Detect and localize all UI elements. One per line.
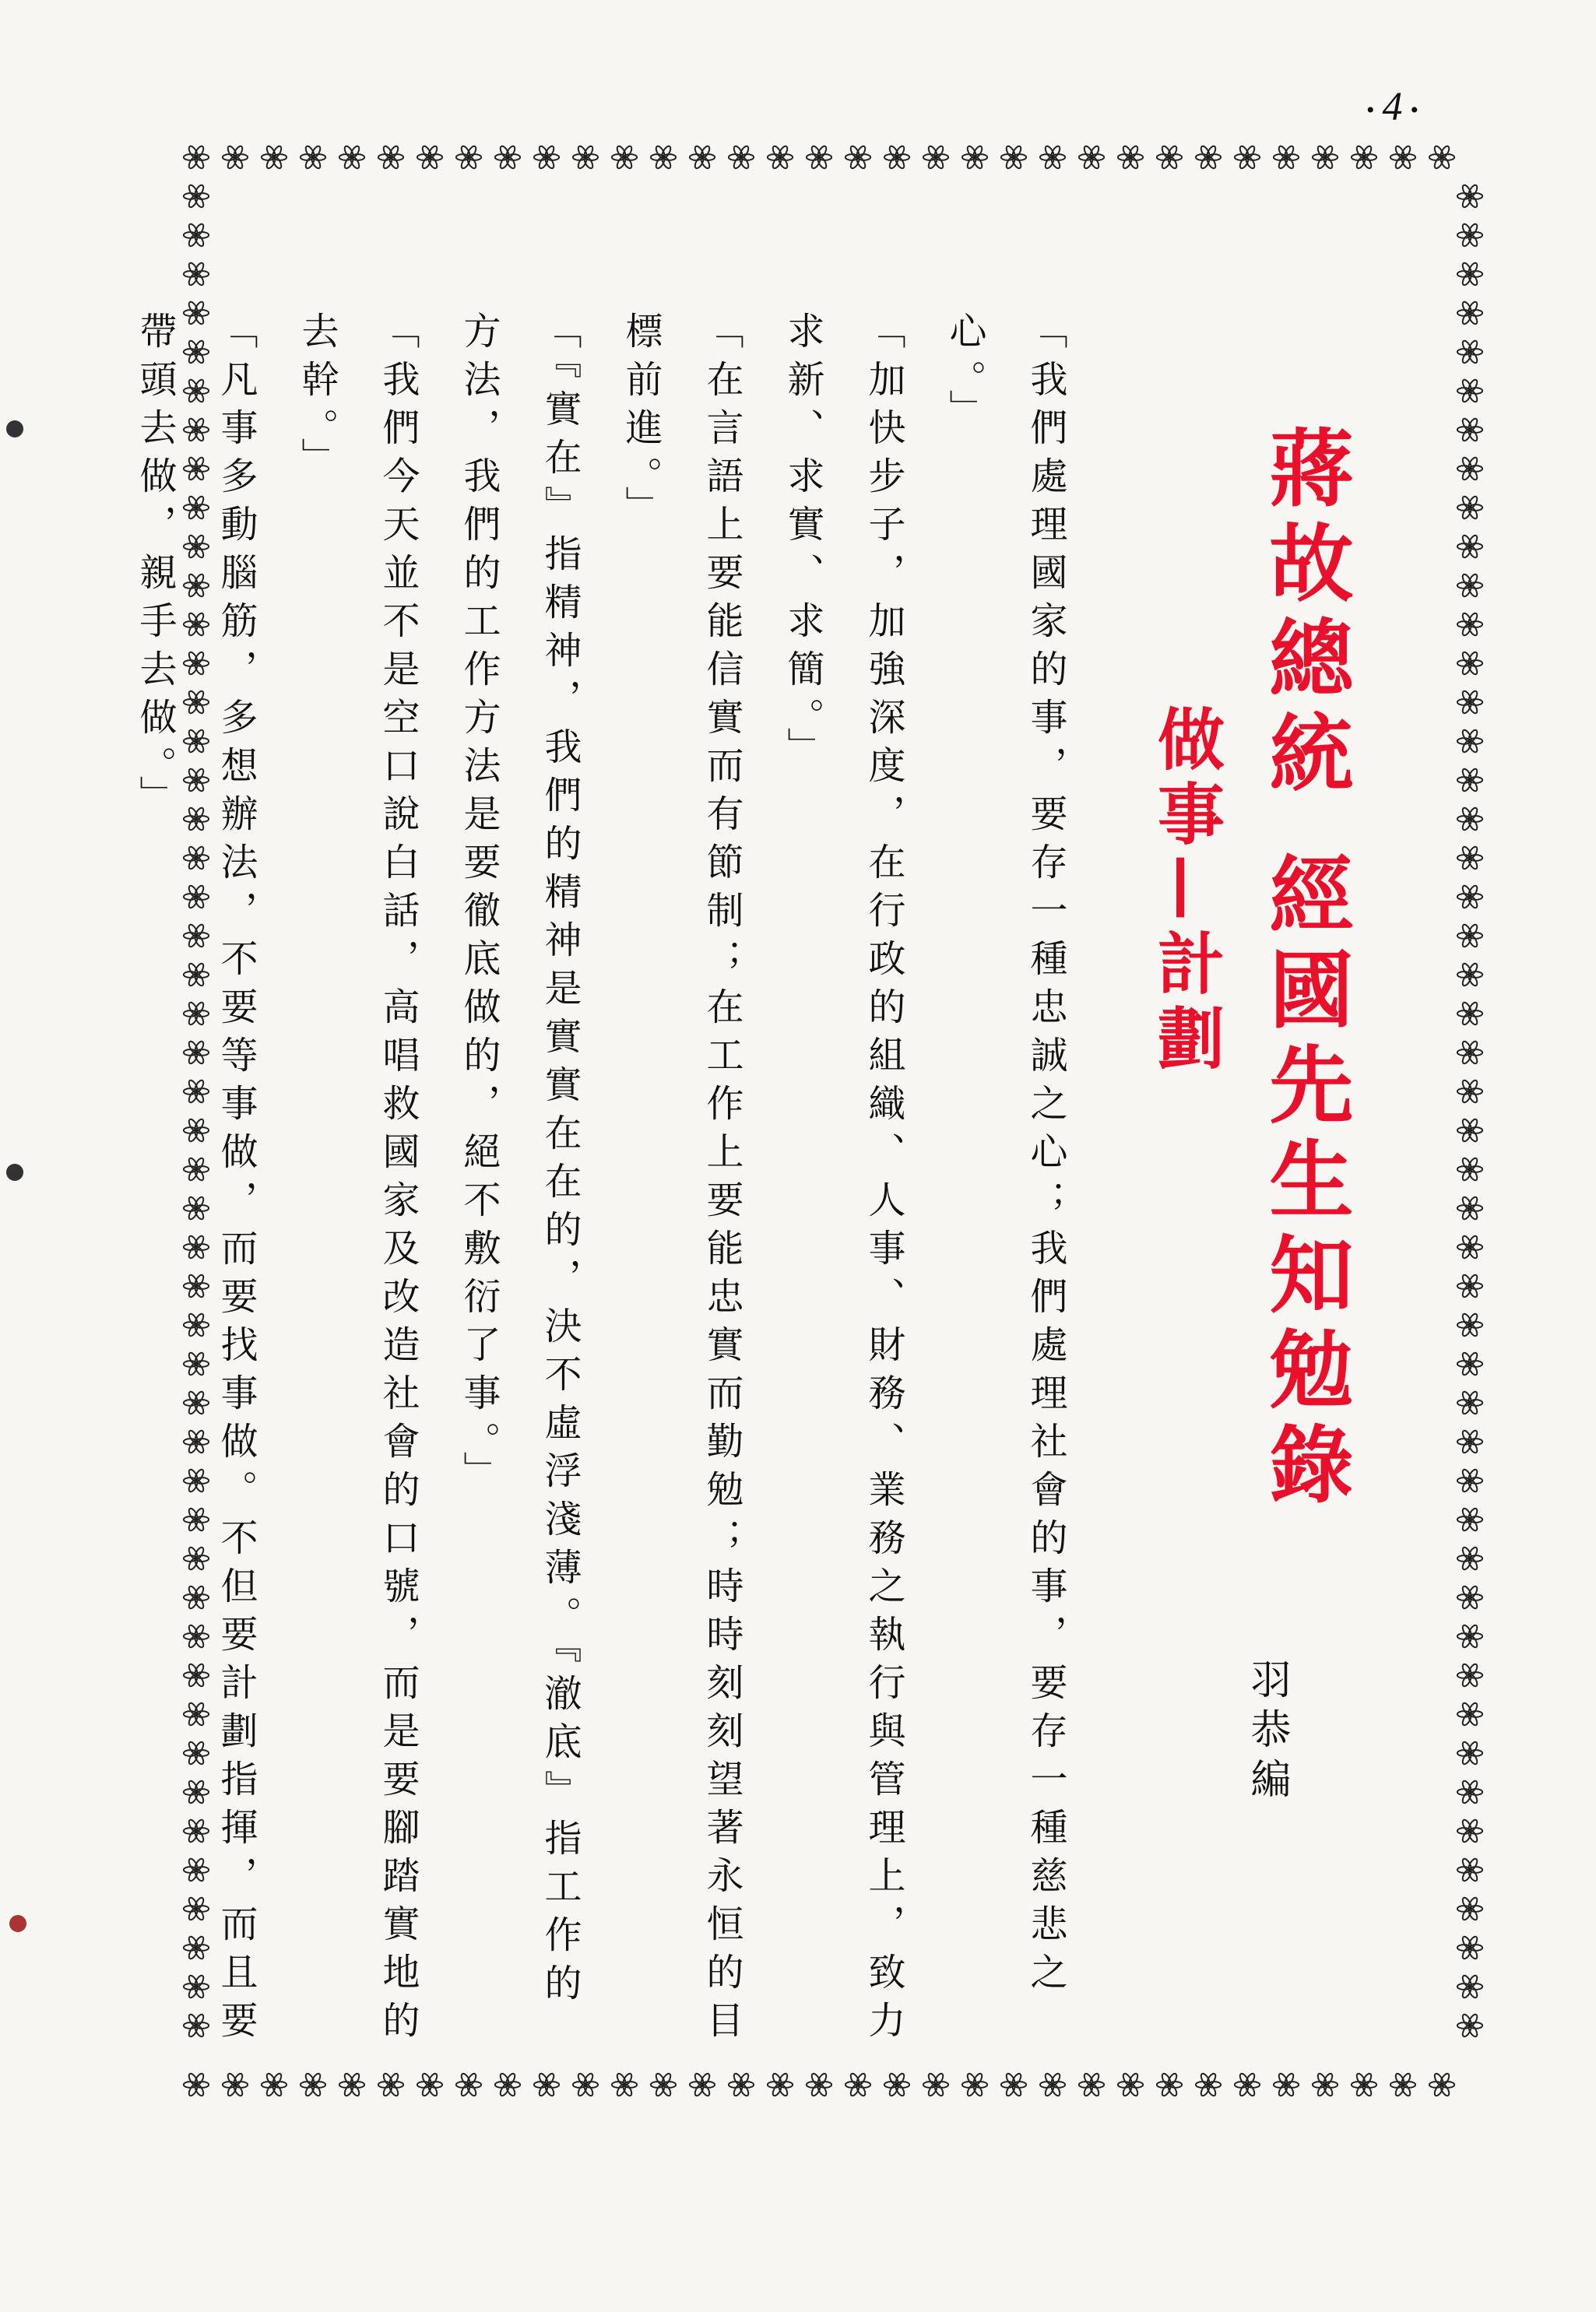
paragraph: 「在言語上要能信實而有節制；在工作上要能忠實而勤勉；時時刻刻望著永恒的目標前進。」: [619, 311, 744, 2049]
body-text: [114, 311, 1086, 2055]
flower-ornament: [651, 145, 676, 170]
flower-ornament: [1457, 1274, 1482, 1298]
flower-ornament: [1457, 534, 1482, 559]
flower-ornament: [456, 2072, 481, 2097]
flower-ornament: [1457, 806, 1482, 831]
flower-ornament: [1313, 2072, 1338, 2097]
flower-ornament: [1457, 1974, 1482, 1999]
flower-ornament: [1457, 1507, 1482, 1532]
flower-ornament: [1457, 300, 1482, 325]
binding-hole: [6, 420, 23, 437]
flower-ornament: [184, 145, 209, 170]
flower-ornament: [807, 2072, 831, 2097]
flower-ornament: [1118, 145, 1143, 170]
paragraph: 「我們今天並不是空口說白話，高唱救國家及改造社會的口號，而是要腳踏實地的去幹。」: [295, 311, 420, 2049]
flower-ornament: [534, 145, 559, 170]
flower-ornament: [417, 145, 442, 170]
flower-ornament: [1352, 145, 1376, 170]
flower-ornament: [184, 223, 209, 248]
flower-ornament: [1457, 1585, 1482, 1610]
flower-ornament: [534, 2072, 559, 2097]
flower-ornament: [1157, 145, 1182, 170]
flower-ornament: [339, 2072, 364, 2097]
flower-ornament: [495, 2072, 520, 2097]
flower-ornament: [1457, 845, 1482, 870]
flower-ornament: [651, 2072, 676, 2097]
dot-right: •: [1410, 97, 1419, 124]
flower-ornament: [1274, 145, 1299, 170]
flower-ornament: [845, 145, 870, 170]
flower-ornament: [845, 2072, 870, 2097]
flower-ornament: [1457, 456, 1482, 481]
flower-ornament: [262, 145, 287, 170]
flower-ornament: [923, 2072, 948, 2097]
flower-ornament: [1457, 1390, 1482, 1415]
flower-ornament: [495, 145, 520, 170]
flower-ornament: [1390, 145, 1415, 170]
title-part1: 蔣故總統: [1255, 424, 1353, 804]
flower-ornament: [1457, 1663, 1482, 1688]
dot-left: •: [1366, 97, 1375, 124]
flower-ornament: [612, 2072, 637, 2097]
flower-ornament: [339, 145, 364, 170]
flower-ornament: [1457, 1546, 1482, 1571]
flower-ornament: [1457, 1196, 1482, 1221]
flower-ornament: [1457, 651, 1482, 676]
flower-ornament: [1457, 1468, 1482, 1493]
flower-ornament: [262, 2072, 287, 2097]
flower-ornament: [1457, 1118, 1482, 1143]
flower-ornament: [884, 145, 909, 170]
flower-ornament: [1457, 184, 1482, 209]
flower-ornament: [612, 145, 637, 170]
flower-ornament: [1157, 2072, 1182, 2097]
flower-ornament: [923, 145, 948, 170]
flower-ornament: [1457, 729, 1482, 754]
flower-ornament: [301, 145, 325, 170]
title-part2: 經國先生知勉錄: [1255, 851, 1353, 1516]
flower-ornament: [1457, 1001, 1482, 1026]
flower-ornament: [807, 145, 831, 170]
flower-ornament: [1429, 2072, 1454, 2097]
flower-ornament: [1457, 1312, 1482, 1337]
flower-ornament: [768, 2072, 793, 2097]
flower-ornament: [962, 2072, 987, 2097]
flower-ornament: [1118, 2072, 1143, 2097]
flower-ornament: [1457, 262, 1482, 286]
flower-ornament: [1352, 2072, 1376, 2097]
flower-ornament: [1457, 1857, 1482, 1882]
flower-ornament: [1079, 145, 1104, 170]
flower-ornament: [1313, 145, 1338, 170]
editor-credit: 羽恭編: [1243, 1658, 1290, 1808]
flower-ornament: [1001, 145, 1026, 170]
flower-ornament: [1457, 768, 1482, 792]
flower-ornament: [1040, 145, 1065, 170]
flower-ornament: [1457, 1624, 1482, 1649]
flower-ornament: [690, 2072, 715, 2097]
binding-hole: [9, 1915, 26, 1932]
flower-ornament: [417, 2072, 442, 2097]
flower-ornament: [1457, 2013, 1482, 2038]
flower-ornament: [729, 145, 754, 170]
page-number: [1359, 84, 1426, 130]
flower-ornament: [1457, 1896, 1482, 1921]
flower-ornament: [378, 145, 403, 170]
flower-ornament: [1457, 573, 1482, 598]
flower-ornament: [1429, 145, 1454, 170]
flower-ornament: [378, 2072, 403, 2097]
flower-ornament: [1457, 1079, 1482, 1104]
flower-ornament: [1457, 1040, 1482, 1065]
flower-ornament: [1196, 145, 1221, 170]
flower-ornament: [1196, 2072, 1221, 2097]
flower-ornament: [223, 145, 248, 170]
flower-ornament: [1457, 339, 1482, 364]
flower-ornament: [1457, 378, 1482, 403]
page-number-value: 4: [1382, 85, 1403, 129]
flower-ornament: [1001, 2072, 1026, 2097]
paragraph: 「我們處理國家的事，要存一種忠誠之心；我們處理社會的事，要存一種慈悲之心。」: [943, 311, 1067, 2001]
flower-ornament: [184, 262, 209, 286]
flower-ornament: [1457, 1235, 1482, 1260]
paragraph: 「『實在』指精神，我們的精神是實實在在的，決不虛浮淺薄。『澈底』指工作的方法，我們的工作方法是要徹底做的，絕不敷衍了事。」: [457, 311, 582, 2012]
flower-ornament: [456, 145, 481, 170]
paragraph: 「凡事多動腦筋，多想辦法，不要等事做，而要找事做。不但要計劃指揮，而且要帶頭去做，親手去做。」: [133, 311, 258, 2049]
flower-ornament: [1457, 1157, 1482, 1182]
flower-ornament: [1457, 495, 1482, 520]
flower-ornament: [1457, 923, 1482, 948]
flower-ornament: [1079, 2072, 1104, 2097]
flower-ornament: [223, 2072, 248, 2097]
flower-ornament: [1235, 145, 1260, 170]
paragraph: 「加快步子，加強深度，在行政的組織、人事、財務、業務之執行與管理上，致力求新、求實、求簡。」: [781, 311, 905, 2049]
flower-ornament: [1457, 690, 1482, 715]
page-subtitle: 做事—計劃: [1146, 704, 1225, 1078]
flower-ornament: [184, 184, 209, 209]
flower-ornament: [1457, 1351, 1482, 1376]
flower-ornament: [1235, 2072, 1260, 2097]
flower-ornament: [1457, 417, 1482, 442]
flower-ornament: [1457, 612, 1482, 637]
flower-ornament: [1457, 962, 1482, 987]
flower-ornament: [573, 145, 598, 170]
flower-ornament: [184, 2072, 209, 2097]
flower-ornament: [768, 145, 793, 170]
flower-ornament: [573, 2072, 598, 2097]
flower-ornament: [1390, 2072, 1415, 2097]
flower-ornament: [1457, 1818, 1482, 1843]
flower-ornament: [1457, 1741, 1482, 1766]
flower-ornament: [962, 145, 987, 170]
binding-hole: [6, 1164, 23, 1181]
flower-ornament: [1457, 1780, 1482, 1804]
flower-ornament: [1457, 1702, 1482, 1727]
page-title: [1257, 424, 1351, 1516]
flower-ornament: [884, 2072, 909, 2097]
flower-ornament: [690, 145, 715, 170]
flower-ornament: [1457, 1429, 1482, 1454]
flower-ornament: [1040, 2072, 1065, 2097]
flower-ornament: [1457, 223, 1482, 248]
flower-ornament: [1274, 2072, 1299, 2097]
flower-ornament: [729, 2072, 754, 2097]
flower-ornament: [301, 2072, 325, 2097]
flower-ornament: [1457, 1935, 1482, 1960]
flower-ornament: [1457, 884, 1482, 909]
